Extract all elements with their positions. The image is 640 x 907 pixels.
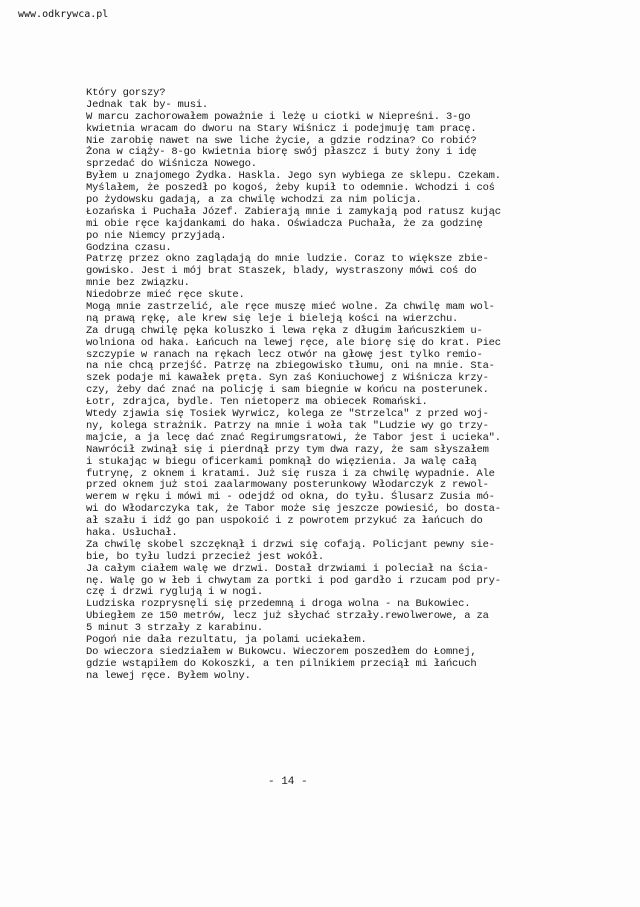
text-line: sprzedać do Wiśnicza Nowego.: [86, 158, 257, 171]
text-line: Żona w ciąży- 8-go kwietnia biorę swój płaszcz i buty żony i idę: [86, 146, 477, 159]
text-line: ny, kolega strażnik. Patrzy na mnie i woła tak "Ludzie wy go trzy-: [86, 419, 489, 432]
text-line: Byłem u znajomego Żydka. Haskla. Jego syn wybiega ze sklepu. Czekam.: [86, 170, 501, 183]
text-line: Pogoń nie dała rezultatu, ja polami uciekałem.: [86, 633, 367, 646]
text-line: Ja całym ciałem walę we drzwi. Dostał drzwiami i poleciał na ścia-: [86, 562, 489, 575]
text-line: gdzie wstąpiłem do Kokoszki, a ten pilnikiem przeciął mi łańcuch: [86, 657, 477, 670]
text-line: szczypie w ranach na rękach lecz otwór na głowę jest tylko remio-: [86, 348, 483, 361]
text-line: na lewej ręce. Byłem wolny.: [86, 669, 251, 682]
text-line: czy, żeby dać znać na policję i sam biegnie w końcu na posterunek.: [86, 384, 489, 397]
text-line: wolniona od haka. Łańcuch na lewej ręce, ale biorę się do krat. Piec: [86, 336, 501, 349]
text-line: 5 minut 3 strzały z karabinu.: [86, 622, 263, 635]
text-line: Łozańska i Puchała Józef. Zabierają mnie i zamykają pod ratusz kując: [86, 205, 501, 218]
text-line: nę. Walę go w łeb i chwytam za portki i pod gardło i rzucam pod pry-: [86, 574, 501, 587]
text-line: Patrzę przez okno zaglądają do mnie ludzie. Coraz to większe zbie-: [86, 253, 489, 266]
text-line: Łotr, zdrajca, bydle. Ten nietoperz ma obiecek Romański.: [86, 396, 428, 409]
text-line: Do wieczora siedziałem w Bukowcu. Wieczorem poszedłem do Łomnej,: [86, 645, 477, 658]
text-line: na nie chcą przejść. Patrzę na zbiegowisko tłumu, oni na mnie. Sta-: [86, 360, 495, 373]
text-line: ał szału i idź go pan uspokoić i z powrotem przykuć za łańcuch do: [86, 515, 483, 528]
text-line: szek podaje mi kawałek pręta. Syn zaś Koniuchowej z Wiśnicza krzy-: [86, 372, 489, 385]
text-line: i stukając w biegu oficerkami pomknął do więzienia. Ja walę całą: [86, 455, 477, 468]
text-line: po żydowsku gadają, a za chwilę wchodzi za nim policja.: [86, 194, 422, 207]
text-line: Ubiegłem ze 150 metrów, lecz już słychać strzały.rewolwerowe, a za: [86, 610, 489, 623]
text-line: wi do Włodarczyka tak, że Tabor może się jeszcze powiesić, bo dosta-: [86, 503, 501, 516]
text-line: Wtedy zjawia się Tosiek Wyrwicz, kolega ze "Strzelca" z przed woj-: [86, 408, 489, 421]
text-line: Mogą mnie zastrzelić, ale ręce muszę mieć wolne. Za chwilę mam wol-: [86, 301, 495, 314]
page-number: - 14 -: [268, 776, 308, 788]
text-line: ną prawą rękę, ale krew się leje i bieleją kości na wierzchu.: [86, 312, 459, 325]
text-line: Godzina czasu.: [86, 241, 172, 254]
typed-text-body: [86, 88, 616, 683]
text-line: Za chwilę skobel szczęknął i drzwi się cofają. Policjant pewny sie-: [86, 538, 495, 551]
text-line: mnie bez związku.: [86, 277, 190, 290]
text-line: Niedobrze mieć ręce skute.: [86, 289, 245, 302]
site-url: www.odkrywca.pl: [18, 9, 109, 20]
text-line: czę i drzwi ryglują i w nogi.: [86, 586, 263, 599]
text-line: mi obie ręce kajdankami do haka. Oświadcza Puchała, że za godzinę: [86, 217, 483, 230]
text-line: Który gorszy?: [86, 87, 166, 99]
text-line: przed oknem już stoi zaalarmowany posterunkowy Włodarczyk z rewol-: [86, 479, 489, 492]
text-line: Za drugą chwilę pęka koluszko i lewa ręka z długim łańcuszkiem u-: [86, 324, 483, 337]
text-line: majcie, a ja lecę dać znać Regirumgsratowi, że Tabor jest i ucieka".: [86, 431, 501, 444]
text-line: Ludziska rozprysnęli się przedemną i droga wolna - na Bukowiec.: [86, 598, 471, 611]
text-line: W marcu zachorowałem poważnie i leżę u ciotki w Niepreśni. 3-go: [86, 110, 471, 123]
text-line: po nie Niemcy przyjadą.: [86, 229, 227, 242]
text-line: bie, bo tyłu ludzi przecież jest wokół.: [86, 550, 324, 563]
text-line: Nawrócił zwinął się i pierdnął przy tym dwa razy, że sam słyszałem: [86, 443, 489, 456]
text-line: gowisko. Jest i mój brat Staszek, blady, wystraszony mówi coś do: [86, 265, 477, 278]
text-line: werem w ręku i mówi mi - odejdź od okna, do tyłu. Ślusarz Zusia mó-: [86, 491, 495, 504]
text-line: kwietnia wracam do dworu na Stary Wiśnicz i podejmuję tam pracę.: [86, 122, 477, 135]
text-line: Myślałem, że poszedł po kogoś, żeby kupił to odemnie. Wchodzi i coś: [86, 182, 495, 195]
text-line: Nie zarobię nawet na swe liche życie, a gdzie rodzina? Co robić?: [86, 134, 477, 147]
text-line: Jednak tak by- musi.: [86, 98, 209, 111]
text-line: haka. Usłuchał.: [86, 526, 178, 539]
text-line: futrynę, z oknem i kratami. Już się rusza i za chwilę wypadnie. Ale: [86, 467, 495, 480]
